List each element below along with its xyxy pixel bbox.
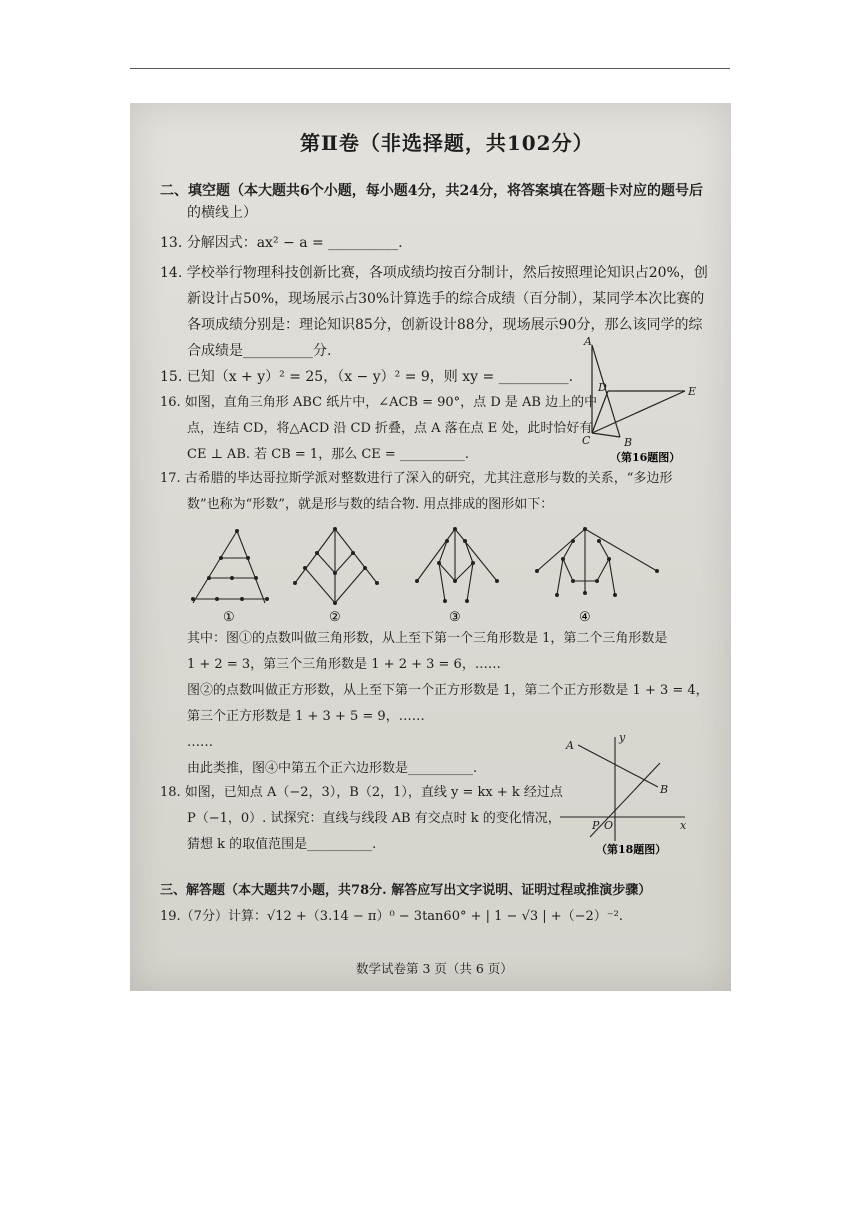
question-17-line3: 其中：图①的点数叫做三角形数，从上至下第一个三角形数是 1，第二个三角形数是 xyxy=(187,631,668,646)
fig18-label-a: A xyxy=(566,739,574,752)
question-14-line1: 14. 学校举行物理科技创新比赛，各项成绩均按百分制计，然后按照理论知识占20%，创 xyxy=(160,265,708,281)
question-19: 19.（7分）计算：√12 +（3.14 − π）⁰ − 3tan60° + | 1 − √3 | +（−2）⁻². xyxy=(160,909,624,924)
question-18-line3: 猜想 k 的取值范围是__________. xyxy=(187,837,377,852)
fig16-label-a: A xyxy=(584,335,592,348)
question-14-line3: 各项成绩分别是：理论知识85分，创新设计88分，现场展示90分，那么该同学的综 xyxy=(187,317,703,333)
question-17-line1: 17. 古希腊的毕达哥拉斯学派对整数进行了深入的研究，尤其注意形与数的关系，“多边形 xyxy=(160,471,673,486)
question-17-line5: 图②的点数叫做正方形数，从上至下第一个正方形数是 1，第二个正方形数是 1 + 3 = 4， xyxy=(187,683,709,698)
fig18-caption: （第18题图） xyxy=(596,843,667,856)
question-14-line4: 合成绩是__________分. xyxy=(187,343,332,359)
fig17-label-3: ③ xyxy=(449,610,461,625)
figure-17 xyxy=(185,523,665,623)
section-3-heading: 三、解答题（本大题共7小题，共78分. 解答应写出文字说明、证明过程或推演步骤） xyxy=(160,883,652,898)
fig18-label-y: y xyxy=(619,731,626,744)
question-17-line2: 数”也称为“形数”，就是形与数的结合物. 用点排成的图形如下： xyxy=(187,497,554,512)
fig16-label-d: D xyxy=(598,381,607,394)
question-17-line8: 由此类推，图④中第五个正六边形数是__________. xyxy=(187,761,478,776)
question-18-line1: 18. 如图，已知点 A（−2，3），B（2，1），直线 y = kx + k 经过点 xyxy=(160,785,563,800)
fig17-label-2: ② xyxy=(329,610,341,625)
page-footer: 数学试卷第 3 页（共 6 页） xyxy=(356,961,513,976)
fig16-label-e: E xyxy=(688,385,697,398)
fig18-label-b: B xyxy=(660,783,669,796)
question-18-line2: P（−1，0）. 试探究：直线与线段 AB 有交点时 k 的变化情况， xyxy=(187,811,561,826)
fig16-label-b: B xyxy=(624,436,633,449)
section-2-heading: 二、填空题（本大题共6个小题，每小题4分，共24分，将答案填在答题卡对应的题号后 xyxy=(160,183,703,199)
fig18-label-x: x xyxy=(680,819,687,832)
paper-title: 第Ⅱ卷（非选择题，共102分） xyxy=(300,131,594,155)
fig17-label-4: ④ xyxy=(579,610,591,625)
fig16-label-c: C xyxy=(582,434,591,447)
fig18-label-p: P xyxy=(592,819,600,832)
question-16-line3: CE ⊥ AB. 若 CB = 1，那么 CE = __________. xyxy=(187,447,470,462)
question-16-line2: 点，连结 CD，将△ACD 沿 CD 折叠，点 A 落在点 E 处，此时恰好有 xyxy=(187,421,593,436)
question-17-line6: 第三个正方形数是 1 + 3 + 5 = 9，…… xyxy=(187,709,425,724)
fig17-label-1: ① xyxy=(223,610,235,625)
fig18-label-o: O xyxy=(604,819,614,832)
question-17-line7: …… xyxy=(187,735,213,750)
question-15: 15. 已知（x + y）² = 25，（x − y）² = 9，则 xy = __________. xyxy=(160,369,574,385)
question-13: 13. 分解因式：ax² − a = __________. xyxy=(160,235,403,251)
question-16-line1: 16. 如图，直角三角形 ABC 纸片中，∠ACB = 90°，点 D 是 AB 边上的中 xyxy=(160,395,598,410)
section-2-heading-cont: 的横线上） xyxy=(187,205,257,221)
top-rule xyxy=(130,68,730,69)
exam-page-photo xyxy=(130,103,731,991)
figure-16 xyxy=(580,333,710,463)
question-17-line4: 1 + 2 = 3，第三个三角形数是 1 + 2 + 3 = 6，…… xyxy=(187,657,501,672)
question-14-line2: 新设计占50%，现场展示占30%计算选手的综合成绩（百分制），某同学本次比赛的 xyxy=(187,291,705,307)
fig16-caption: （第16题图） xyxy=(610,451,681,464)
figure-18 xyxy=(560,731,690,856)
